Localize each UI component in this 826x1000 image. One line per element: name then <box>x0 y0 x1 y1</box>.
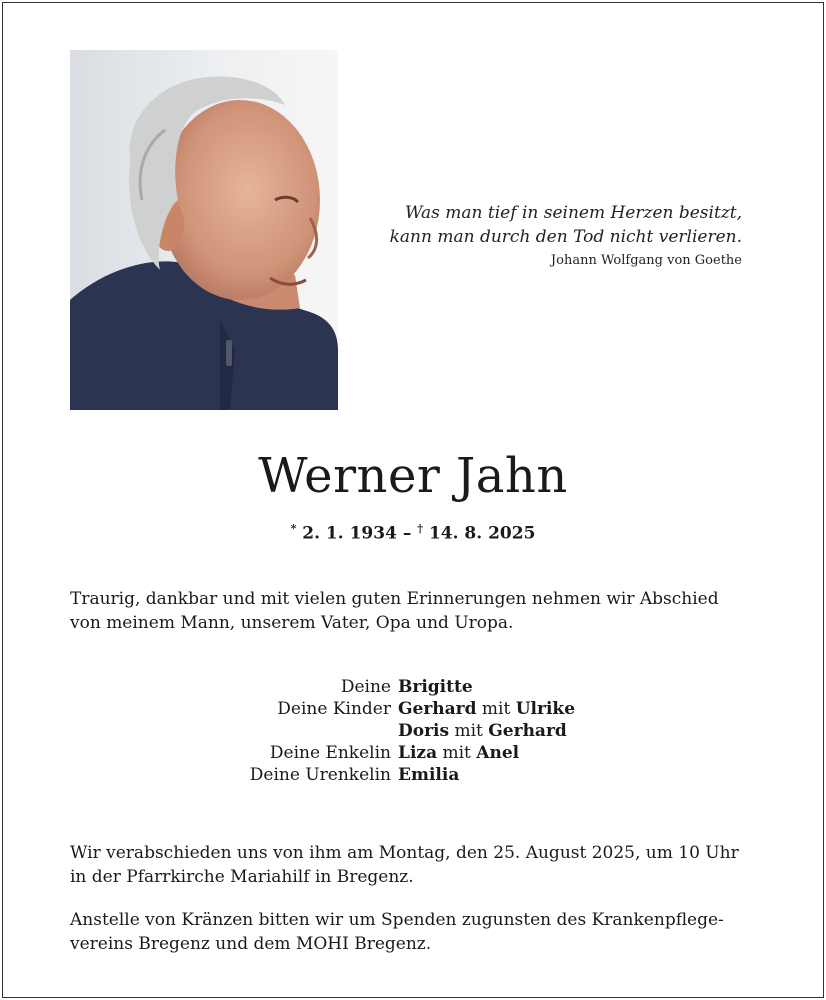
life-dates <box>0 522 826 544</box>
deceased-name: Werner Jahn <box>258 448 568 504</box>
relation-label: Deine Urenkelin <box>249 765 391 785</box>
quote-line: Was man tief in seinem Herzen besitzt, <box>405 203 742 223</box>
mourner-names: Liza mit Anel <box>398 743 520 763</box>
quote-block <box>342 201 742 268</box>
birth-symbol: * <box>290 522 297 535</box>
text-line: vereins Bregenz und dem MOHI Bregenz. <box>70 934 432 954</box>
text-line: Traurig, dankbar und mit vielen guten Erinnerungen nehmen wir Abschied <box>70 589 719 609</box>
relation-label: Deine <box>340 677 391 697</box>
quote-line: kann man durch den Tod nicht verlieren. <box>389 227 742 247</box>
relation-label: Deine Enkelin <box>269 743 391 763</box>
mourner-names: Gerhard mit Ulrike <box>398 699 576 719</box>
text-line: in der Pfarrkirche Mariahilf in Bregenz. <box>70 867 414 887</box>
birth-date: 2. 1. 1934 <box>302 523 397 544</box>
mourner-names: Doris mit Gerhard <box>398 721 567 741</box>
relation-label: Deine Kinder <box>277 699 391 719</box>
portrait-photo <box>70 50 338 410</box>
donations-paragraph <box>70 908 770 956</box>
mourner-row <box>0 698 826 720</box>
death-symbol: † <box>417 522 424 535</box>
mourner-row <box>0 676 826 698</box>
text-line: Anstelle von Kränzen bitten wir um Spenden zugunsten des Krankenpflege- <box>70 910 724 930</box>
mourners-list <box>0 676 826 786</box>
text-line: Wir verabschieden uns von ihm am Montag, den 25. August 2025, um 10 Uhr <box>70 843 739 863</box>
mourner-names: Brigitte <box>398 677 473 697</box>
portrait-illustration <box>70 50 338 410</box>
date-separator: – <box>396 523 418 544</box>
death-date: 14. 8. 2025 <box>428 523 536 544</box>
text-line: von meinem Mann, unserem Vater, Opa und Uropa. <box>70 613 514 633</box>
relation-label <box>0 720 398 742</box>
mourner-names: Emilia <box>398 765 460 785</box>
mourner-row <box>0 720 826 742</box>
farewell-paragraph <box>70 841 770 889</box>
mourner-row <box>0 764 826 786</box>
quote-author: Johann Wolfgang von Goethe <box>550 253 742 268</box>
intro-paragraph <box>70 587 770 635</box>
mourner-row <box>0 742 826 764</box>
